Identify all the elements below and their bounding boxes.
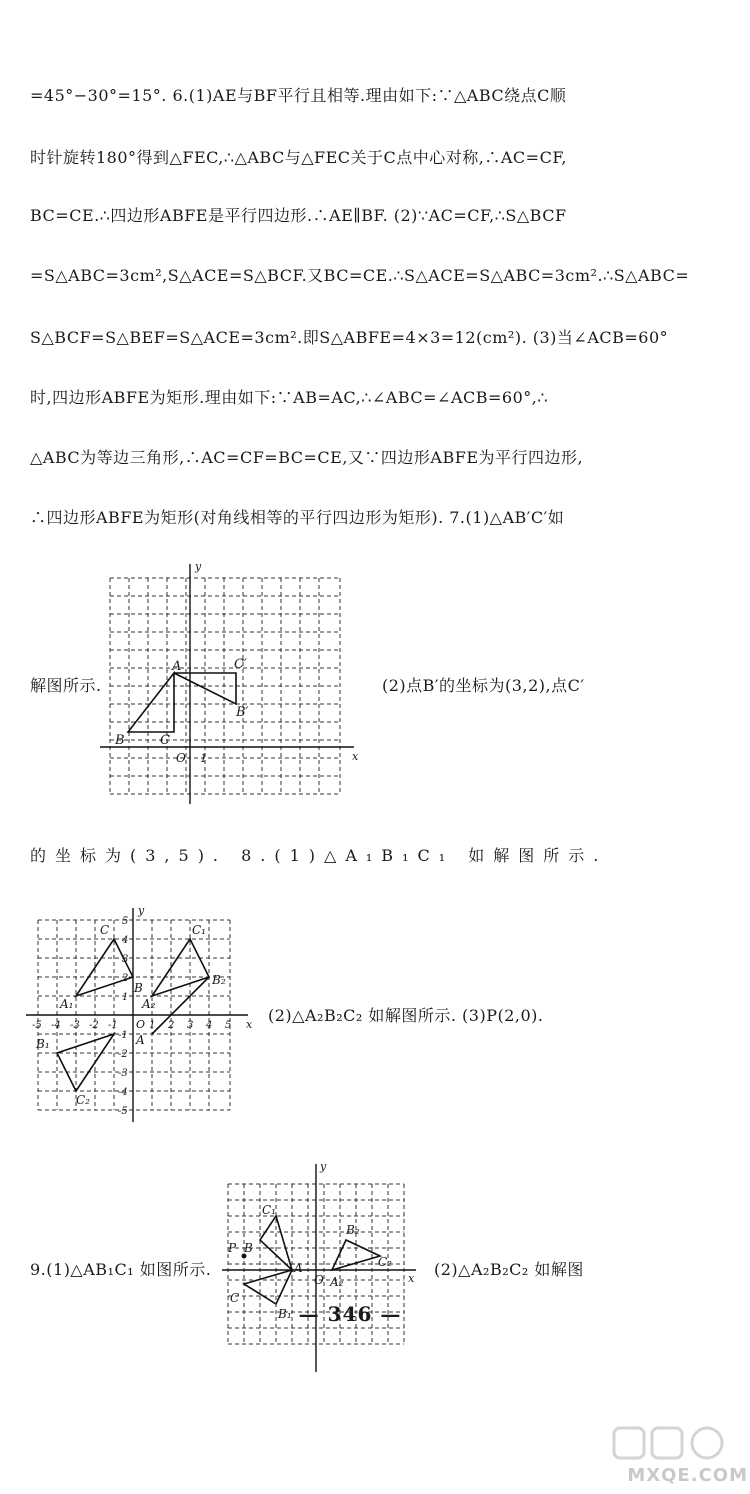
- y-tick-neg2: -2: [118, 1049, 128, 1060]
- point-label-c1: C₁: [262, 1203, 276, 1217]
- triangle-lower: [244, 1270, 292, 1304]
- text-line-12-right: (2)△A₂B₂C₂ 如解图: [434, 1260, 584, 1279]
- triangle-lower: [57, 1034, 114, 1091]
- text-line-11: (2)△A₂B₂C₂ 如解图所示. (3)P(2,0).: [268, 1006, 544, 1025]
- text-line-7: △ABC为等边三角形,∴AC=CF=BC=CE,又∵四边形ABFE为平行四边形,: [30, 448, 584, 467]
- y-axis-label: y: [320, 1160, 327, 1173]
- point-label-a: A: [136, 1033, 145, 1047]
- x-tick-1: 1: [149, 1020, 156, 1031]
- triangle-a1b1c1: [152, 939, 209, 996]
- point-label-b2: B₂: [346, 1223, 360, 1237]
- x-tick-4: 4: [206, 1020, 213, 1031]
- text-line-9-right: (2)点B′的坐标为(3,2),点C′: [382, 676, 585, 695]
- point-label-a: A: [172, 659, 182, 674]
- y-axis-label: y: [195, 560, 202, 573]
- text-line-5: S△BCF=S△BEF=S△ACE=3cm².即S△ABFE=4×3=12(cm²). (3)当∠ACB=60°: [30, 328, 669, 347]
- y-tick-5: 5: [122, 916, 129, 927]
- text-line-4: =S△ABC=3cm²,S△ACE=S△BCF.又BC=CE.∴S△ACE=S△ABC=3cm².∴S△ABC=: [30, 266, 690, 285]
- point-label-b1: B₁: [278, 1307, 292, 1321]
- unit-label: 1: [200, 752, 207, 765]
- x-tick-5: 5: [225, 1020, 232, 1031]
- origin-label: O: [136, 1018, 146, 1031]
- point-label-a: A: [294, 1261, 303, 1275]
- point-label-c: C: [100, 923, 110, 937]
- watermark: [598, 1424, 748, 1486]
- y-axis-label: y: [138, 904, 145, 917]
- point-label-c: C: [230, 1291, 240, 1305]
- text-line-10: 的坐标为(3,5). 8.(1)△A₁B₁C₁ 如解图所示.: [30, 846, 608, 865]
- text-line-8: ∴四边形ABFE为矩形(对角线相等的平行四边形为矩形). 7.(1)△AB′C′如: [30, 508, 565, 527]
- text-line-2: 时针旋转180°得到△FEC,∴△ABC与△FEC关于C点中心对称,∴AC=CF,: [30, 148, 568, 167]
- triangle-abc: [76, 939, 133, 996]
- point-label-a2: A₂: [330, 1275, 344, 1289]
- point-label-b: B: [134, 981, 143, 995]
- text-line-1: =45°−30°=15°. 6.(1)AE与BF平行且相等.理由如下:∵△ABC绕点C顺: [30, 86, 567, 105]
- page-number: — 346 —: [298, 1302, 402, 1326]
- grid-lines: [110, 578, 340, 794]
- y-tick-4: 4: [122, 935, 129, 946]
- point-label-c2: C₂: [76, 1093, 90, 1107]
- point-label-b2: B₂: [212, 973, 226, 987]
- origin-label: O: [314, 1273, 324, 1287]
- figure-9-coordinate-grid: [222, 1160, 422, 1374]
- x-tick-3: 3: [187, 1020, 194, 1031]
- figure-8-coordinate-grid: [26, 904, 262, 1128]
- y-tick-1: 1: [122, 992, 129, 1003]
- x-tick-neg3: -3: [70, 1020, 80, 1031]
- y-tick-neg5: -5: [118, 1106, 128, 1117]
- text-line-12-left: 9.(1)△AB₁C₁ 如图所示.: [30, 1260, 212, 1279]
- triangle-abc: [128, 673, 174, 732]
- x-tick-2: 2: [168, 1020, 175, 1031]
- point-label-a1: A₁: [60, 997, 74, 1011]
- text-line-6: 时,四边形ABFE为矩形.理由如下:∵AB=AC,∴∠ABC=∠ACB=60°,∴: [30, 388, 549, 407]
- text-line-9-left: 解图所示.: [30, 676, 102, 695]
- triangle-a2b2c2: [152, 977, 209, 1034]
- y-tick-3: 3: [122, 954, 129, 965]
- y-tick-neg4: -4: [118, 1087, 128, 1098]
- x-axis-label: x: [408, 1272, 415, 1285]
- watermark-text: MXQE.COM: [627, 1465, 748, 1486]
- point-label-c: C: [160, 733, 170, 748]
- y-tick-neg1: -1: [118, 1030, 128, 1041]
- x-axis-label: x: [246, 1018, 253, 1031]
- point-label-b: B: [244, 1241, 253, 1255]
- text-line-3: BC=CE.∴四边形ABFE是平行四边形.∴AE∥BF. (2)∵AC=CF,∴S△BCF: [30, 206, 567, 225]
- point-label-b: B: [115, 733, 125, 748]
- x-tick-neg5: -5: [32, 1020, 42, 1031]
- watermark-logo-icon: [612, 1424, 732, 1464]
- point-label-b-prime: B′: [236, 705, 249, 720]
- point-label-c2: C₂: [378, 1255, 392, 1269]
- y-tick-2: 2: [122, 973, 129, 984]
- point-label-a2: A₂: [142, 997, 156, 1011]
- point-label-c-prime: C′: [234, 657, 247, 672]
- x-tick-neg2: -2: [89, 1020, 99, 1031]
- point-label-c1: C₁: [192, 923, 206, 937]
- origin-label: O: [176, 751, 186, 765]
- x-tick-neg4: -4: [51, 1020, 61, 1031]
- figure-7-coordinate-grid: [96, 560, 366, 810]
- y-tick-neg3: -3: [118, 1068, 128, 1079]
- x-axis-label: x: [352, 750, 359, 763]
- x-tick-neg1: -1: [108, 1020, 118, 1031]
- point-label-b1: B₁: [36, 1037, 50, 1051]
- point-label-p: P: [228, 1241, 237, 1255]
